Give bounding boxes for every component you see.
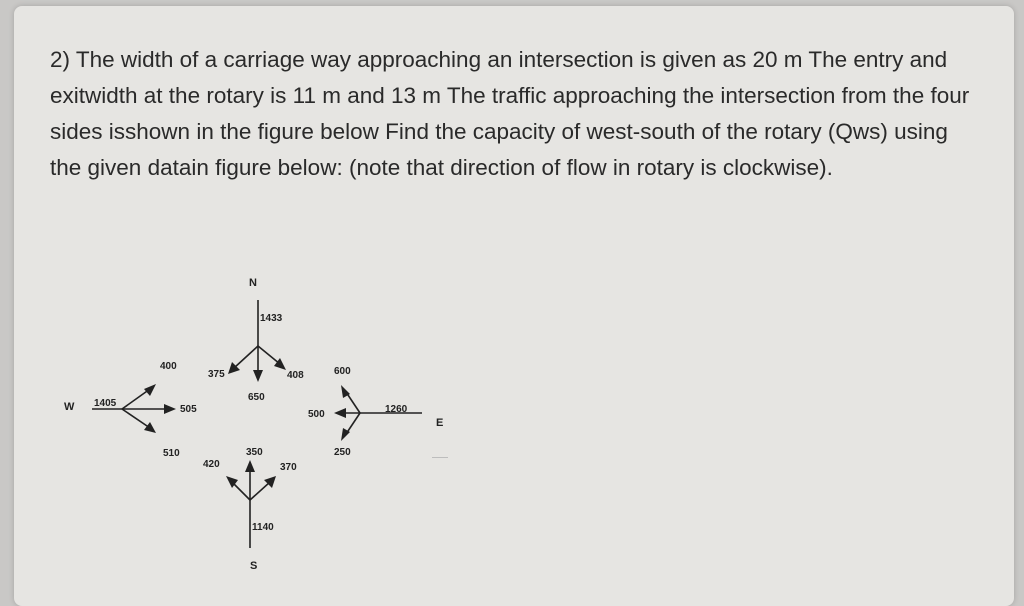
north-left-flow: 375	[208, 369, 225, 380]
north-approach	[208, 300, 304, 403]
north-straight-flow: 650	[248, 392, 265, 403]
west-approach	[92, 361, 197, 459]
west-right-flow: 400	[160, 361, 177, 372]
west-straight-flow: 505	[180, 404, 197, 415]
traffic-flow-diagram	[50, 260, 470, 580]
east-straight-flow: 500	[308, 409, 325, 420]
west-label: W	[64, 401, 75, 413]
west-total-flow: 1405	[94, 398, 117, 409]
south-right-flow: 420	[203, 459, 220, 470]
south-label: S	[250, 560, 258, 572]
east-label: E	[436, 417, 444, 429]
east-left-flow: 600	[334, 366, 351, 377]
question-text: 2) The width of a carriage way approaching an intersection is given as 20 m The entry and exitwidth at the rotary is 11 m and 13 m The traffic approaching the intersection from the four sides isshown in the figure below Find the capacity of west-south of the rotary (Qws) using the given datain figure below: (note that direction of flow in rotary is clockwise).	[50, 47, 970, 180]
north-right-flow: 408	[287, 370, 304, 381]
west-left-flow: 510	[163, 448, 180, 459]
north-label: N	[249, 277, 257, 289]
east-right-flow: 250	[334, 447, 351, 458]
south-left-flow: 370	[280, 462, 297, 473]
south-straight-flow: 350	[246, 447, 263, 458]
south-total-flow: 1140	[252, 522, 274, 533]
east-approach	[308, 366, 422, 458]
east-total-flow: 1260	[385, 404, 408, 415]
north-total-flow: 1433	[260, 313, 283, 324]
divider-mark	[432, 457, 448, 458]
south-approach	[203, 447, 297, 548]
